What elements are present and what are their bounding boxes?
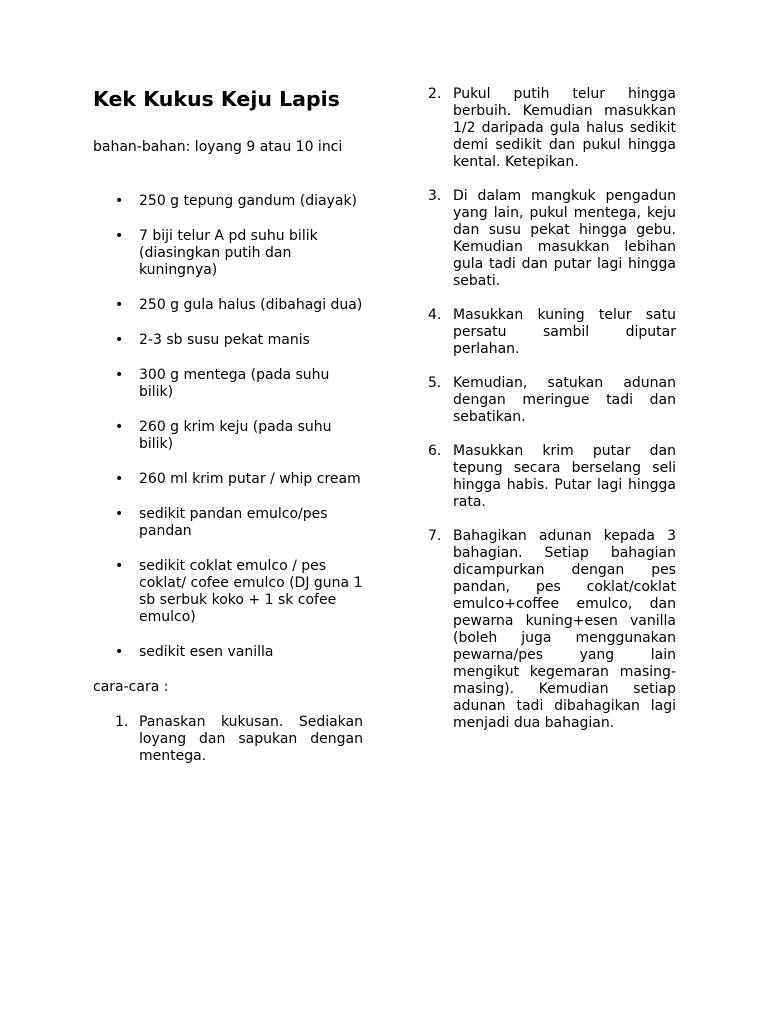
ingredient-item: [93, 367, 363, 401]
bullet-icon: •: [115, 644, 124, 660]
step-text: Di dalam mangkuk pengadun yang lain, pukul mentega, keju dan susu pekat hingga gebu. Kemudian masukkan lebihan gula tadi dan putar lagi hingga sebati.: [453, 188, 676, 289]
step-item: [93, 714, 363, 765]
ingredient-text: sedikit pandan emulco/pes pandan: [139, 506, 328, 539]
step-item: [428, 443, 676, 511]
step-number: 1.: [115, 714, 129, 730]
step-text: Kemudian, satukan adunan dengan meringue tadi dan sebatikan.: [453, 375, 676, 425]
step-text: Masukkan kuning telur satu persatu sambil diputar perlahan.: [453, 307, 676, 357]
method-label: cara-cara :: [93, 679, 169, 695]
ingredient-item: [93, 332, 363, 349]
ingredient-item: [93, 419, 363, 453]
bullet-icon: •: [115, 367, 124, 383]
bullet-icon: •: [115, 332, 124, 348]
step-number: 7.: [428, 528, 442, 544]
ingredient-item: [93, 228, 363, 279]
step-text: Panaskan kukusan. Sediakan loyang dan sapukan dengan mentega.: [139, 714, 363, 764]
ingredient-item: [93, 193, 363, 210]
ingredient-text: 2-3 sb susu pekat manis: [139, 332, 310, 348]
bullet-icon: •: [115, 506, 124, 522]
step-item: [428, 307, 676, 358]
ingredient-text: 260 ml krim putar / whip cream: [139, 471, 361, 487]
ingredient-item: [93, 506, 363, 540]
bullet-icon: •: [115, 558, 124, 574]
step-number: 2.: [428, 86, 442, 102]
step-list-right: [428, 86, 676, 732]
ingredient-text: 250 g tepung gandum (diayak): [139, 193, 358, 209]
bullet-icon: •: [115, 471, 124, 487]
step-number: 4.: [428, 307, 442, 323]
ingredient-text: 300 g mentega (pada suhu bilik): [139, 367, 330, 400]
step-number: 6.: [428, 443, 442, 459]
step-text: Masukkan krim putar dan tepung secara berselang seli hingga habis. Putar lagi hingga rata.: [453, 443, 676, 510]
ingredient-text: sedikit coklat emulco / pes coklat/ cofee emulco (DJ guna 1 sb serbuk koko + 1 sk cofee emulco): [139, 558, 363, 625]
step-item: [428, 188, 676, 290]
intro-text: bahan-bahan: loyang 9 atau 10 inci: [93, 139, 343, 155]
ingredient-item: [93, 558, 363, 626]
bullet-icon: •: [115, 193, 124, 209]
step-text: Bahagikan adunan kepada 3 bahagian. Setiap bahagian dicampurkan dengan pes pandan, pes coklat/coklat emulco+coffee emulco, dan pewarna kuning+esen vanilla (boleh juga menggunakan pewarna/pes yang lain mengikut kegemaran masing-masing). Kemudian setiap adunan tadi dibahagikan lagi menjadi dua bahagian.: [453, 528, 676, 731]
step-item: [428, 86, 676, 171]
bullet-icon: •: [115, 228, 124, 244]
recipe-title: Kek Kukus Keju Lapis: [93, 87, 340, 111]
step-number: 3.: [428, 188, 442, 204]
step-text: Pukul putih telur hingga berbuih. Kemudian masukkan 1/2 daripada gula halus sedikit demi sedikit dan pukul hingga kental. Ketepikan.: [453, 86, 676, 170]
step-item: [428, 528, 676, 732]
step-number: 5.: [428, 375, 442, 391]
step-list-left: [93, 714, 363, 765]
ingredient-text: 250 g gula halus (dibahagi dua): [139, 297, 363, 313]
bullet-icon: •: [115, 297, 124, 313]
ingredient-list: [93, 193, 363, 661]
ingredient-text: 260 g krim keju (pada suhu bilik): [139, 419, 332, 452]
left-column: [93, 86, 363, 782]
step-item: [428, 375, 676, 426]
ingredient-item: [93, 471, 363, 488]
right-column: [428, 86, 676, 749]
ingredient-text: 7 biji telur A pd suhu bilik (diasingkan putih dan kuningnya): [139, 228, 318, 278]
ingredient-item: [93, 644, 363, 661]
bullet-icon: •: [115, 419, 124, 435]
ingredient-text: sedikit esen vanilla: [139, 644, 274, 660]
ingredient-item: [93, 297, 363, 314]
